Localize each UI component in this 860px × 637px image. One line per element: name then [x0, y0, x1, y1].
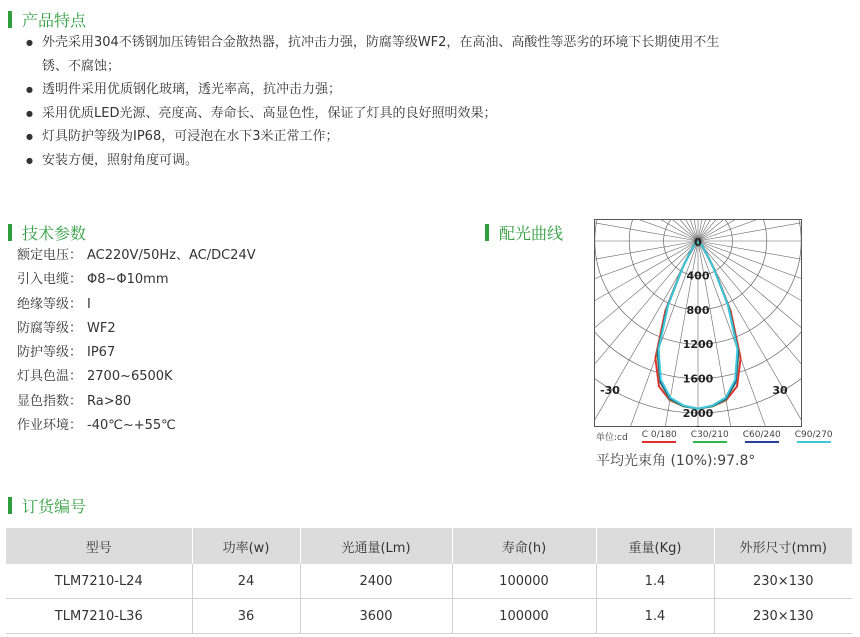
table-cell: 3600	[300, 599, 452, 634]
radial-tick-label: 400	[686, 269, 710, 283]
radial-tick-label: 800	[686, 303, 710, 317]
table-cell: TLM7210-L36	[6, 599, 192, 634]
features-list	[22, 31, 722, 172]
feature-item: ● 外壳采用304不锈钢加压铸铝合金散热器，抗冲击力强，防腐等级WF2，在高油、高酸性等恶劣的环境下长期使用不生锈、不腐蚀；	[22, 31, 722, 78]
column-header: 寿命(h)	[452, 528, 596, 564]
beam-angle-text: 平均光束角 (10%):97.8°	[596, 453, 756, 469]
spec-value: IP67	[87, 345, 116, 361]
spec-label: 额定电压：	[17, 248, 83, 263]
feature-item: ● 采用优质LED光源、亮度高、寿命长、高显色性，保证了灯具的良好照明效果；	[22, 102, 722, 126]
spec-label: 防腐等级：	[17, 320, 83, 336]
heading-bar	[8, 11, 12, 28]
spec-row	[17, 341, 256, 365]
spec-value: 2700~6500K	[87, 369, 173, 385]
spec-row	[17, 390, 256, 414]
feature-item: ● 透明件采用优质钢化玻璃，透光率高，抗冲击力强；	[22, 78, 722, 102]
table-cell: 36	[192, 599, 300, 634]
features-title: 产品特点	[22, 11, 87, 30]
order-heading	[8, 494, 86, 517]
legend-label: C 0/180	[641, 430, 677, 440]
spec-value: I	[87, 296, 91, 312]
heading-bar	[8, 497, 12, 514]
column-header: 光通量(Lm)	[300, 528, 452, 564]
angle-label-right: 30	[772, 384, 788, 397]
legend-swatch	[745, 441, 779, 443]
table-cell: 230×130	[714, 564, 852, 599]
legend-entry	[691, 430, 729, 443]
polar-chart	[594, 219, 802, 427]
legend-swatch	[642, 441, 676, 443]
feature-item: ● 灯具防护等级为IP68，可浸泡在水下3米正常工作；	[22, 125, 722, 149]
spec-value: WF2	[87, 320, 116, 336]
polar-legend	[596, 430, 833, 443]
spec-row	[17, 414, 256, 438]
table-row	[6, 564, 852, 599]
curve-title: 配光曲线	[499, 224, 564, 243]
specs-list	[17, 244, 256, 438]
table-cell: 100000	[452, 599, 596, 634]
legend-swatch	[693, 441, 727, 443]
table-cell: 24	[192, 564, 300, 599]
table-cell: 1.4	[596, 599, 714, 634]
order-title: 订货编号	[22, 497, 87, 516]
spec-label: 显色指数：	[17, 393, 83, 409]
column-header: 重量(Kg)	[596, 528, 714, 564]
legend-entry	[743, 430, 781, 443]
spec-row	[17, 365, 256, 389]
spec-label: 灯具色温：	[17, 369, 83, 385]
specs-heading	[8, 221, 86, 244]
spec-row	[17, 268, 256, 292]
specs-title: 技术参数	[22, 224, 87, 243]
table-header-row	[6, 528, 852, 564]
spec-label: 防护等级：	[17, 345, 83, 361]
radial-tick-label: 2000	[682, 407, 714, 420]
polar-chart-svg	[594, 219, 802, 427]
spec-row	[17, 317, 256, 341]
table-cell: 100000	[452, 564, 596, 599]
spec-value: Ra>80	[87, 393, 132, 409]
radial-tick-label: 1200	[682, 338, 714, 352]
curve-heading	[485, 221, 563, 244]
column-header: 功率(w)	[192, 528, 300, 564]
spec-row	[17, 293, 256, 317]
features-heading	[8, 8, 86, 31]
legend-label: C60/240	[742, 430, 781, 440]
legend-swatch	[797, 441, 831, 443]
order-table	[6, 528, 852, 634]
unit-label: 单位:cd	[596, 433, 628, 443]
radial-tick-label: 1600	[682, 372, 714, 386]
angle-label-bottom	[694, 424, 702, 427]
radial-tick-label: 0	[694, 236, 702, 249]
spec-label: 绝缘等级：	[17, 296, 83, 312]
table-cell: TLM7210-L24	[6, 564, 192, 599]
spec-label: 引入电缆：	[17, 272, 83, 288]
spec-value: -40℃~+55℃	[87, 418, 176, 434]
legend-entry	[642, 430, 677, 443]
table-row	[6, 599, 852, 634]
table-cell: 1.4	[596, 564, 714, 599]
spec-label: 作业环境：	[17, 418, 83, 434]
angle-label-left: -30	[600, 384, 620, 397]
heading-bar	[8, 224, 12, 241]
spec-value: AC220V/50Hz、AC/DC24V	[87, 248, 256, 263]
heading-bar	[485, 224, 489, 241]
legend-label: C30/210	[690, 430, 729, 440]
spec-row	[17, 244, 256, 268]
table-cell: 2400	[300, 564, 452, 599]
table-cell: 230×130	[714, 599, 852, 634]
legend-label: C90/270	[794, 430, 833, 440]
spec-value: Φ8~Φ10mm	[87, 272, 169, 288]
feature-item: ● 安装方便，照射角度可调。	[22, 149, 722, 173]
column-header: 型号	[6, 528, 192, 564]
legend-entry	[795, 430, 833, 443]
column-header: 外形尺寸(mm)	[714, 528, 852, 564]
